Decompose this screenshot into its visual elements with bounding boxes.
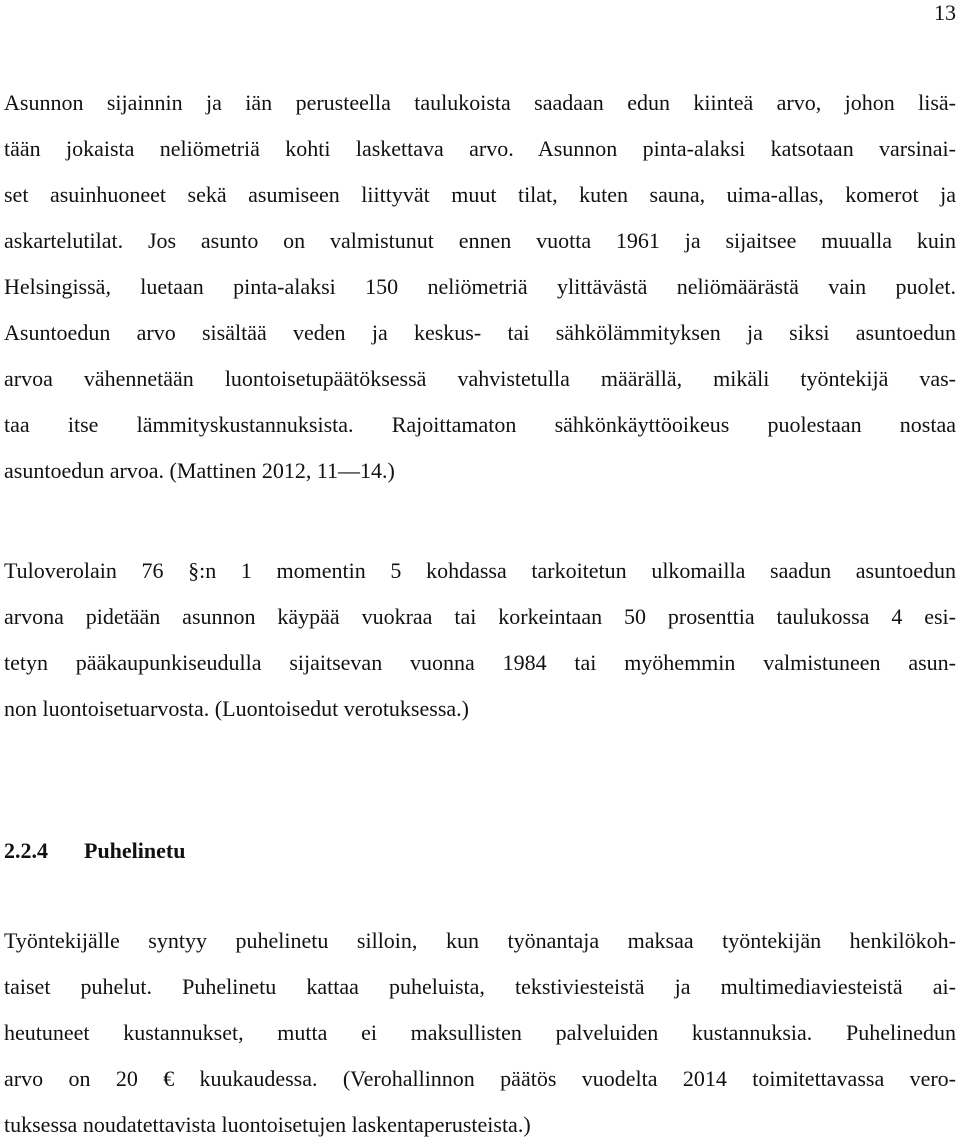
text-line: asuntoedun arvoa. (Mattinen 2012, 11—14.) xyxy=(4,458,395,483)
page-number: 13 xyxy=(934,0,956,25)
text-line: set asuinhuoneet sekä asumiseen liittyvät muut tilat, kuten sauna, uima-allas, komerot ja xyxy=(4,182,956,207)
text-line: taa itse lämmityskustannuksista. Rajoittamaton sähkönkäyttöoikeus puolestaan nostaa xyxy=(4,412,956,437)
text-line: Tuloverolain 76 §:n 1 momentin 5 kohdassa tarkoitetun ulkomailla saadun asuntoedun xyxy=(4,558,956,583)
text-line: heutuneet kustannukset, mutta ei maksullisten palveluiden kustannuksia. Puhelinedun xyxy=(4,1020,956,1045)
text-line: tuksessa noudatettavista luontoisetujen laskentaperusteista.) xyxy=(4,1112,531,1137)
text-line: taiset puhelut. Puhelinetu kattaa puheluista, tekstiviesteistä ja multimediaviesteistä ai- xyxy=(4,974,956,999)
text-line: tään jokaista neliömetriä kohti laskettava arvo. Asunnon pinta-alaksi katsotaan varsinai- xyxy=(4,136,956,161)
text-line: askartelutilat. Jos asunto on valmistunut ennen vuotta 1961 ja sijaitsee muualla kuin xyxy=(4,228,956,253)
text-line: arvo on 20 € kuukaudessa. (Verohallinnon päätös vuodelta 2014 toimitettavassa vero- xyxy=(4,1066,956,1091)
text-line: non luontoisetuarvosta. (Luontoisedut verotuksessa.) xyxy=(4,696,469,721)
section-title: Puhelinetu xyxy=(84,838,186,863)
text-line: tetyn pääkaupunkiseudulla sijaitsevan vuonna 1984 tai myöhemmin valmistuneen asun- xyxy=(4,650,956,675)
text-line: Asuntoedun arvo sisältää veden ja keskus- tai sähkölämmityksen ja siksi asuntoedun xyxy=(4,320,956,345)
text-line: Työntekijälle syntyy puhelinetu silloin, kun työnantaja maksaa työntekijän henkilökoh- xyxy=(4,928,956,953)
text-line: arvoa vähennetään luontoisetupäätöksessä vahvistetulla määrällä, mikäli työntekijä vas- xyxy=(4,366,956,391)
text-line: Helsingissä, luetaan pinta-alaksi 150 neliömetriä ylittävästä neliömäärästä vain puolet. xyxy=(4,274,956,299)
section-heading xyxy=(4,836,185,866)
section-number: 2.2.4 xyxy=(4,838,48,863)
text-line: arvona pidetään asunnon käypää vuokraa tai korkeintaan 50 prosenttia taulukossa 4 esi- xyxy=(4,604,956,629)
text-line: Asunnon sijainnin ja iän perusteella taulukoista saadaan edun kiinteä arvo, johon lisä- xyxy=(4,90,956,115)
